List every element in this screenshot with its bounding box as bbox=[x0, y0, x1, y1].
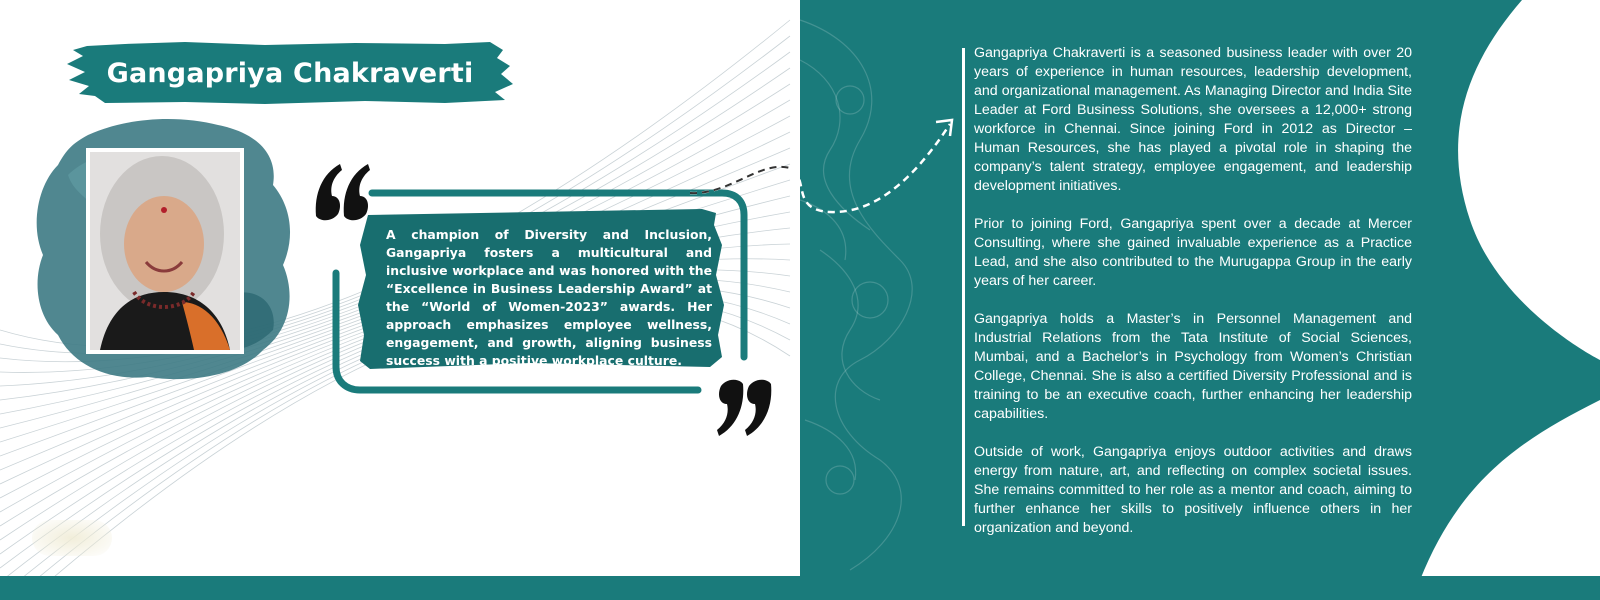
bio-paragraph: Gangapriya holds a Master’s in Personnel Management and Industrial Relations from the Tata Institute of Social Sciences, Mumbai, and a Bachelor’s in Psychology from Women’s Christian College, Chennai. She is also a certified Diversity Professional and is training to be an executive coach, further enhancing her leadership capabilities. bbox=[974, 311, 1412, 422]
bio-paragraph: Gangapriya Chakraverti is a seasoned business leader with over 20 years of experience in human resources, leadership development, and organizational management. As Managing Director and India Site Leader at Ford Business Solutions, she oversees a 12,000+ strong workforce in Chennai. Since joining Ford in 2012 as Director – Human Resources, she has played a pivotal role in shaping the company’s talent strategy, employee engagement, and leadership development initiatives. bbox=[974, 45, 1412, 194]
name-banner bbox=[65, 40, 515, 106]
bio-divider bbox=[962, 48, 965, 526]
quote-text: A champion of Diversity and Inclusion, Gangapriya fosters a multicultural and inclusive workplace and was honored with the “Excellence in Business Leadership Award” at the “World of Women-2023” awards. Her approach emphasizes employee wellness, engagement, and growth, aligning business success with a positive workplace culture. bbox=[386, 227, 712, 368]
profile-name: Gangapriya Chakraverti bbox=[106, 57, 474, 89]
bio-section bbox=[974, 44, 1412, 538]
bottom-band bbox=[0, 576, 1600, 600]
bio-paragraph: Prior to joining Ford, Gangapriya spent over a decade at Mercer Consulting, where she gained invaluable experience as a Practice Lead, and she also contributed to the Murugappa Group in the early years of her career. bbox=[974, 216, 1412, 289]
closing-quote-icon bbox=[715, 370, 775, 440]
portrait-photo bbox=[86, 148, 244, 354]
portrait-illustration bbox=[90, 152, 240, 350]
bio-paragraph: Outside of work, Gangapriya enjoys outdoor activities and draws energy from nature, art, and reflecting on complex societal issues. She remains committed to her role as a mentor and coach, aiming to further enhance her skills to positively influence others in her organization and beyond. bbox=[974, 444, 1412, 536]
decorative-glow bbox=[32, 520, 112, 556]
opening-quote-icon bbox=[312, 160, 372, 230]
